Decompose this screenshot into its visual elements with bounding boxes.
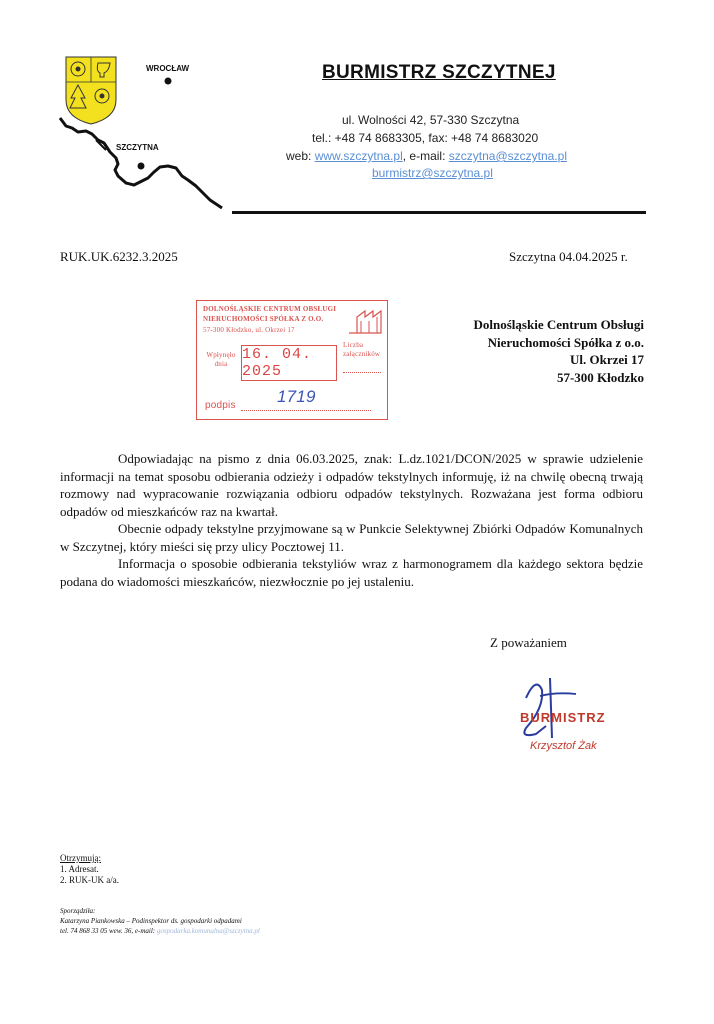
signature-name: Krzysztof Żak <box>530 740 597 752</box>
prepared-contact: tel. 74 868 33 05 wew. 36, e-mail: <box>60 927 156 935</box>
prepared-contact-line <box>60 926 260 936</box>
body-paragraph-3: Informacja o sposobie odbierania tekstyliów wraz z harmonogramem dla każdego sektora będzie podana do wiadomości mieszkańców, niezwłocznie po jej ustaleniu. <box>60 556 643 589</box>
body-paragraph-2: Obecnie odpady tekstylne przyjmowane są w Punkcie Selektywnej Zbiórki Odpadów Komunalnych w Szczytnej, który mieści się przy ulicy Pocztowej 11. <box>60 521 643 554</box>
email-link-2[interactable]: burmistrz@szczytna.pl <box>372 166 493 180</box>
web-link[interactable]: www.szczytna.pl <box>314 149 403 163</box>
recipient-line-2: Nieruchomości Spółka z o.o. <box>487 334 644 350</box>
handwritten-signature-icon <box>506 668 586 748</box>
stamp-count-line <box>343 371 381 373</box>
letter-body <box>60 450 643 590</box>
recipient-line-4: 57-300 Kłodzko <box>556 369 644 385</box>
page-title: BURMISTRZ SZCZYTNEJ <box>322 62 556 83</box>
email-line-2 <box>372 166 493 180</box>
recipient-address <box>474 316 644 386</box>
phone-fax: tel.: +48 74 8683305, fax: +48 74 8683020 <box>312 131 539 145</box>
reference-number: RUK.UK.6232.3.2025 <box>60 249 178 264</box>
signature-title: BURMISTRZ <box>520 710 606 725</box>
coat-of-arms-icon <box>66 57 116 124</box>
header-divider <box>232 211 646 214</box>
stamp-logo-icon <box>347 307 383 335</box>
email-label: , e-mail: <box>402 149 446 163</box>
stamp-handwritten-number: 1719 <box>277 387 316 406</box>
prepared-by <box>60 906 260 936</box>
stamp-sign-line <box>241 409 371 411</box>
prepared-email-link[interactable]: gospodarka.komunalna@szczytna.pl <box>156 927 260 935</box>
header-graphic <box>0 0 240 220</box>
recipient-line-3: Ul. Okrzei 17 <box>569 352 644 367</box>
web-label: web: <box>286 149 312 163</box>
body-paragraph-1: Odpowiadając na pismo z dnia 06.03.2025, znak: L.dz.1021/DCON/2025 w sprawie udzielenie informacji na temat sposobu odbierania odzieży i odpadów tekstylnych informuję, iż na chwilę obecną trwają rozmowy nad wypracowanie rozwiązania odbioru odpadów tekstylnych. Rozważana jest forma odbioru odpadów od mieszkańców raz na kwartał. <box>60 451 643 519</box>
recipients-heading: Otrzymują: <box>60 853 101 863</box>
email-link-1[interactable]: szczytna@szczytna.pl <box>448 149 567 163</box>
prepared-heading: Sporządziła: <box>60 907 96 915</box>
stamp-received-label: Wpłynęło dnia <box>206 351 236 368</box>
recipients-list <box>60 853 119 886</box>
stamp-sign-label: podpis <box>205 400 236 411</box>
stamp-line-3: 57-300 Kłodzko, ul. Okrzei 17 <box>203 326 295 334</box>
stamp-count-label: Liczba załączników <box>343 341 381 358</box>
recipient-line-1: Dolnośląskie Centrum Obsługi <box>473 317 644 332</box>
stamp-line-1: DOLNOŚLĄSKIE CENTRUM OBSŁUGI <box>203 305 337 313</box>
web-email-line <box>286 149 567 163</box>
recipients-item-2: 2. RUK-UK a/a. <box>60 875 119 885</box>
map-label-szczytna: SZCZYTNA <box>116 143 159 152</box>
place-date: Szczytna 04.04.2025 r. <box>509 249 628 264</box>
prepared-name: Katarzyna Piankowska – Podinspektor ds. gospodarki odpadami <box>60 917 242 925</box>
recipients-item-1: 1. Adresat. <box>60 864 99 874</box>
closing-regards: Z poważaniem <box>490 635 567 650</box>
stamp-line-2: NIERUCHOMOŚCI SPÓŁKA Z O.O. <box>203 315 324 323</box>
received-stamp <box>196 300 388 420</box>
stamp-date: 16. 04. 2025 <box>241 345 337 381</box>
map-label-wroclaw: WROCŁAW <box>146 64 190 73</box>
address: ul. Wolności 42, 57-330 Szczytna <box>342 113 520 127</box>
